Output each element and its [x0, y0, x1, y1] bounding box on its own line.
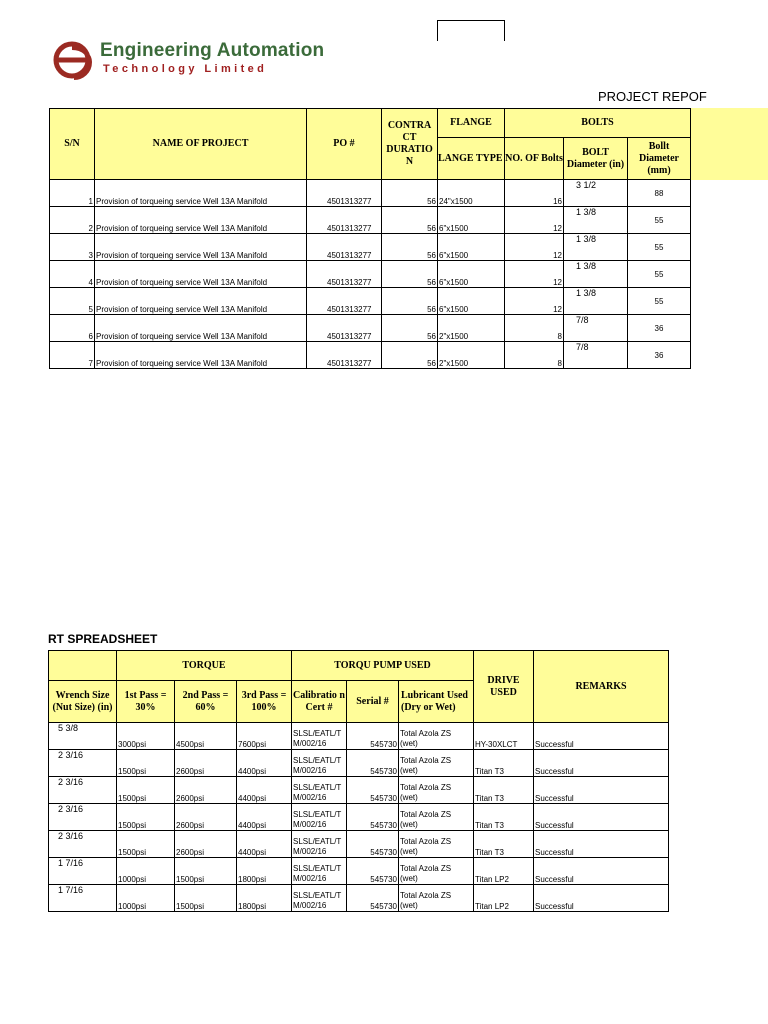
bolt-dia-in-cell: 3 1/2 — [564, 180, 628, 207]
calibration-line2: M/002/16 — [293, 847, 327, 856]
duration-cell: 56 — [382, 180, 438, 207]
remarks-cell: Successful — [534, 750, 669, 777]
lubricant-cell — [399, 858, 474, 885]
calibration-line2: M/002/16 — [293, 766, 327, 775]
wrench-size-cell: 2 3/16 — [49, 831, 117, 858]
lubricant-line2: (wet) — [400, 847, 418, 856]
duration-cell: 56 — [382, 234, 438, 261]
sn-cell: 3 — [50, 234, 95, 261]
po-cell: 4501313277 — [307, 342, 382, 369]
po-cell: 4501313277 — [307, 261, 382, 288]
pass2-cell: 2600psi — [175, 804, 237, 831]
serial-cell: 545730 — [347, 804, 399, 831]
lubricant-line1: Total Azola ZS — [400, 864, 452, 873]
sn-cell: 6 — [50, 315, 95, 342]
calibration-cell — [292, 885, 347, 912]
no-bolts-cell: 8 — [505, 315, 564, 342]
table-row — [49, 831, 669, 858]
pass2-cell: 2600psi — [175, 831, 237, 858]
po-cell: 4501313277 — [307, 288, 382, 315]
table-row — [49, 777, 669, 804]
po-cell: 4501313277 — [307, 180, 382, 207]
header-torque: TORQUE — [117, 651, 292, 681]
sn-cell: 2 — [50, 207, 95, 234]
report-title: PROJECT REPOF — [598, 89, 707, 104]
remarks-cell: Successful — [534, 831, 669, 858]
table-row — [50, 234, 691, 261]
pass3-cell: 7600psi — [237, 723, 292, 750]
pass3-cell: 4400psi — [237, 750, 292, 777]
bolt-dia-mm-cell: 55 — [628, 261, 691, 288]
bolt-dia-mm-cell: 88 — [628, 180, 691, 207]
table-row — [50, 315, 691, 342]
flange-type-cell: 6"x1500 — [438, 207, 505, 234]
wrench-size-cell: 1 7/16 — [49, 885, 117, 912]
calibration-line1: SLSL/EATL/T — [293, 810, 342, 819]
pass2-cell: 2600psi — [175, 777, 237, 804]
calibration-line2: M/002/16 — [293, 739, 327, 748]
duration-cell: 56 — [382, 288, 438, 315]
pass3-cell: 1800psi — [237, 885, 292, 912]
lubricant-line1: Total Azola ZS — [400, 756, 452, 765]
flange-type-cell: 6"x1500 — [438, 261, 505, 288]
bolt-dia-mm-cell: 36 — [628, 342, 691, 369]
bolt-dia-mm-cell: 36 — [628, 315, 691, 342]
remarks-cell: Successful — [534, 723, 669, 750]
pass1-cell: 1000psi — [117, 885, 175, 912]
flange-type-cell: 2"x1500 — [438, 315, 505, 342]
table-row — [49, 858, 669, 885]
flange-type-cell: 6"x1500 — [438, 288, 505, 315]
duration-cell: 56 — [382, 342, 438, 369]
serial-cell: 545730 — [347, 831, 399, 858]
calibration-line1: SLSL/EATL/T — [293, 891, 342, 900]
calibration-cell — [292, 831, 347, 858]
bolt-dia-mm-cell: 55 — [628, 288, 691, 315]
wrench-size-cell: 2 3/16 — [49, 777, 117, 804]
wrench-size-cell: 5 3/8 — [49, 723, 117, 750]
calibration-line2: M/002/16 — [293, 820, 327, 829]
pass2-cell: 2600psi — [175, 750, 237, 777]
flange-type-cell: 24"x1500 — [438, 180, 505, 207]
header-bolt-diameter-mm: Bollt Diameter (mm) — [628, 138, 691, 180]
calibration-cell — [292, 750, 347, 777]
pass1-cell: 1500psi — [117, 831, 175, 858]
header-serial: Serial # — [347, 681, 399, 723]
header-pass1: 1st Pass = 30% — [117, 681, 175, 723]
lubricant-cell — [399, 723, 474, 750]
project-name-cell: Provision of torqueing service Well 13A Manifold — [95, 315, 307, 342]
sn-cell: 5 — [50, 288, 95, 315]
header-calibration: Calibratio n Cert # — [292, 681, 347, 723]
wrench-size-cell: 2 3/16 — [49, 804, 117, 831]
table-row — [50, 288, 691, 315]
lubricant-line2: (wet) — [400, 793, 418, 802]
project-name-cell: Provision of torqueing service Well 13A Manifold — [95, 180, 307, 207]
table-row — [50, 207, 691, 234]
header-project-name: NAME OF PROJECT — [95, 109, 307, 180]
lubricant-cell — [399, 885, 474, 912]
bolt-dia-in-cell: 1 3/8 — [564, 234, 628, 261]
calibration-line1: SLSL/EATL/T — [293, 729, 342, 738]
header-bolt-diameter-in: BOLT Diameter (in) — [564, 138, 628, 180]
header-remarks: REMARKS — [534, 651, 669, 723]
header-pass2: 2nd Pass = 60% — [175, 681, 237, 723]
company-name: Engineering Automation — [100, 40, 325, 61]
pass1-cell: 1500psi — [117, 804, 175, 831]
lubricant-line1: Total Azola ZS — [400, 891, 452, 900]
wrench-size-cell: 1 7/16 — [49, 858, 117, 885]
header-pump-used: TORQU PUMP USED — [292, 651, 474, 681]
flange-type-cell: 6"x1500 — [438, 234, 505, 261]
blank-cell-box — [437, 20, 505, 41]
drive-cell: Titan T3 — [474, 777, 534, 804]
pass1-cell: 1000psi — [117, 858, 175, 885]
pass3-cell: 4400psi — [237, 777, 292, 804]
lubricant-line2: (wet) — [400, 739, 418, 748]
bolt-dia-mm-cell: 55 — [628, 234, 691, 261]
sn-cell: 1 — [50, 180, 95, 207]
drive-cell: Titan LP2 — [474, 885, 534, 912]
table-row — [50, 180, 691, 207]
company-subtitle: Technology Limited — [103, 63, 268, 75]
table-row — [50, 342, 691, 369]
bolt-dia-in-cell: 7/8 — [564, 315, 628, 342]
sn-cell: 4 — [50, 261, 95, 288]
header-po: PO # — [307, 109, 382, 180]
project-name-cell: Provision of torqueing service Well 13A Manifold — [95, 261, 307, 288]
header-flange: FLANGE — [438, 109, 505, 138]
remarks-cell: Successful — [534, 804, 669, 831]
table-row — [49, 723, 669, 750]
header-fill-extension — [690, 108, 768, 180]
sn-cell: 7 — [50, 342, 95, 369]
wrench-size-cell: 2 3/16 — [49, 750, 117, 777]
po-cell: 4501313277 — [307, 207, 382, 234]
header-drive-used: DRIVE USED — [474, 651, 534, 723]
pass2-cell: 1500psi — [175, 885, 237, 912]
header-pass3: 3rd Pass = 100% — [237, 681, 292, 723]
lubricant-cell — [399, 777, 474, 804]
remarks-cell: Successful — [534, 885, 669, 912]
calibration-cell — [292, 723, 347, 750]
no-bolts-cell: 12 — [505, 261, 564, 288]
pass3-cell: 4400psi — [237, 804, 292, 831]
lubricant-cell — [399, 831, 474, 858]
duration-cell: 56 — [382, 207, 438, 234]
header-lubricant: Lubricant Used (Dry or Wet) — [399, 681, 474, 723]
serial-cell: 545730 — [347, 750, 399, 777]
remarks-cell: Successful — [534, 858, 669, 885]
pass2-cell: 4500psi — [175, 723, 237, 750]
pass3-cell: 4400psi — [237, 831, 292, 858]
drive-cell: Titan T3 — [474, 804, 534, 831]
lubricant-line1: Total Azola ZS — [400, 837, 452, 846]
header-no-of-bolts: NO. OF Bolts — [505, 138, 564, 180]
header-wrench-size: Wrench Size (Nut Size) (in) — [49, 681, 117, 723]
header-contract-duration: CONTRA CT DURATIO N — [382, 109, 438, 180]
calibration-line1: SLSL/EATL/T — [293, 783, 342, 792]
drive-cell: Titan LP2 — [474, 858, 534, 885]
calibration-cell — [292, 777, 347, 804]
lubricant-line2: (wet) — [400, 901, 418, 910]
drive-cell: Titan T3 — [474, 750, 534, 777]
header-bolts: BOLTS — [505, 109, 691, 138]
calibration-line2: M/002/16 — [293, 793, 327, 802]
bolt-dia-in-cell: 7/8 — [564, 342, 628, 369]
bolt-dia-mm-cell: 55 — [628, 207, 691, 234]
project-name-cell: Provision of torqueing service Well 13A Manifold — [95, 342, 307, 369]
calibration-line1: SLSL/EATL/T — [293, 837, 342, 846]
calibration-line1: SLSL/EATL/T — [293, 756, 342, 765]
pass1-cell: 1500psi — [117, 777, 175, 804]
lubricant-line2: (wet) — [400, 766, 418, 775]
project-name-cell: Provision of torqueing service Well 13A Manifold — [95, 288, 307, 315]
project-table — [49, 108, 691, 369]
po-cell: 4501313277 — [307, 234, 382, 261]
project-name-cell: Provision of torqueing service Well 13A Manifold — [95, 207, 307, 234]
calibration-cell — [292, 804, 347, 831]
table-row — [49, 804, 669, 831]
drive-cell: HY-30XLCT — [474, 723, 534, 750]
spreadsheet-title: RT SPREADSHEET — [48, 632, 158, 646]
serial-cell: 545730 — [347, 723, 399, 750]
serial-cell: 545730 — [347, 777, 399, 804]
lubricant-cell — [399, 804, 474, 831]
bolt-dia-in-cell: 1 3/8 — [564, 207, 628, 234]
calibration-line2: M/002/16 — [293, 901, 327, 910]
lubricant-line2: (wet) — [400, 874, 418, 883]
header-flange-type: LANGE TYPE — [438, 138, 505, 180]
duration-cell: 56 — [382, 315, 438, 342]
table-row — [50, 261, 691, 288]
bolt-dia-in-cell: 1 3/8 — [564, 261, 628, 288]
no-bolts-cell: 12 — [505, 288, 564, 315]
drive-cell: Titan T3 — [474, 831, 534, 858]
lubricant-line1: Total Azola ZS — [400, 810, 452, 819]
no-bolts-cell: 8 — [505, 342, 564, 369]
flange-type-cell: 2"x1500 — [438, 342, 505, 369]
calibration-cell — [292, 858, 347, 885]
no-bolts-cell: 16 — [505, 180, 564, 207]
lubricant-line1: Total Azola ZS — [400, 729, 452, 738]
no-bolts-cell: 12 — [505, 234, 564, 261]
remarks-cell: Successful — [534, 777, 669, 804]
table-row — [49, 750, 669, 777]
lubricant-line2: (wet) — [400, 820, 418, 829]
no-bolts-cell: 12 — [505, 207, 564, 234]
lubricant-cell — [399, 750, 474, 777]
project-name-cell: Provision of torqueing service Well 13A Manifold — [95, 234, 307, 261]
calibration-line2: M/002/16 — [293, 874, 327, 883]
logo-mark-icon — [52, 38, 98, 82]
bolt-dia-in-cell: 1 3/8 — [564, 288, 628, 315]
lubricant-line1: Total Azola ZS — [400, 783, 452, 792]
calibration-line1: SLSL/EATL/T — [293, 864, 342, 873]
serial-cell: 545730 — [347, 858, 399, 885]
torque-table — [48, 650, 669, 912]
pass3-cell: 1800psi — [237, 858, 292, 885]
po-cell: 4501313277 — [307, 315, 382, 342]
pass1-cell: 3000psi — [117, 723, 175, 750]
table-row — [49, 885, 669, 912]
serial-cell: 545730 — [347, 885, 399, 912]
pass2-cell: 1500psi — [175, 858, 237, 885]
pass1-cell: 1500psi — [117, 750, 175, 777]
duration-cell: 56 — [382, 261, 438, 288]
header-sn: S/N — [50, 109, 95, 180]
blank-header-cell — [49, 651, 117, 681]
